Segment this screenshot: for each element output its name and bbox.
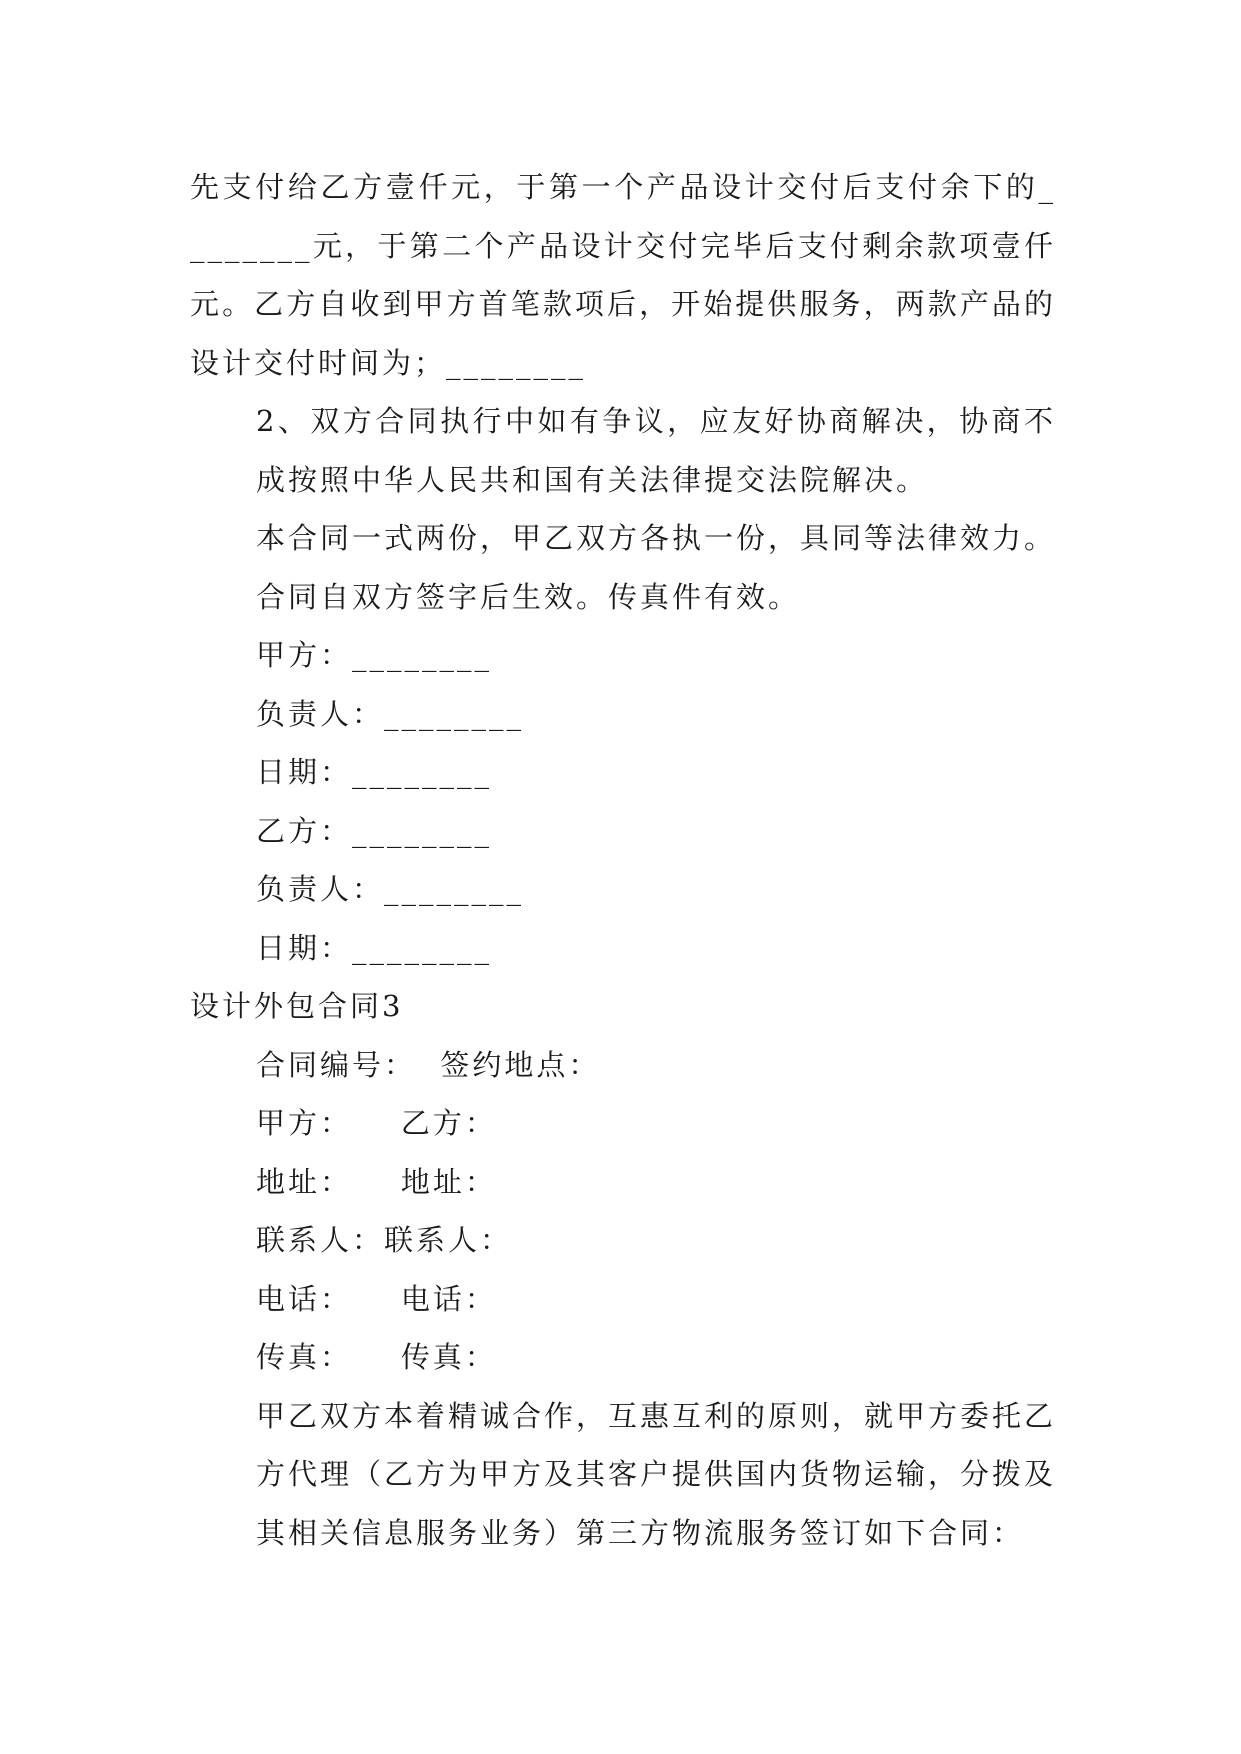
phone-line: 电话： 电话： (256, 1281, 497, 1316)
dispute-clause-paragraph: 2、双方合同执行中如有争议，应友好协商解决，协商不成按照中华人民共和国有关法律提交法院解决。 (256, 404, 1056, 497)
fax-line: 传真： 传真： (256, 1340, 497, 1374)
parties-line: 甲方： 乙方： (256, 1106, 497, 1140)
contract-3-title: 设计外包合同3 (190, 989, 404, 1023)
contact-person-line: 联系人：联系人： (256, 1223, 513, 1257)
address-line: 地址： 地址： (256, 1164, 497, 1199)
payment-terms-paragraph: 先支付给乙方壹仟元，于第一个产品设计交付后支付余下的________元，于第二个产品设计交付完毕后支付剩余款项壹仟元。乙方自收到甲方首笔款项后，开始提供服务，两款产品的设计交付时间为；________ (190, 170, 1056, 380)
copies-clause-paragraph: 本合同一式两份，甲乙双方各执一份，具同等法律效力。合同自双方签字后生效。传真件有效。 (256, 521, 1057, 614)
contract-number-location-line: 合同编号： 签约地点： (256, 1047, 601, 1082)
party-a-representative-line: 负责人：________ (256, 696, 525, 731)
document-body (190, 158, 1056, 1562)
party-b-representative-line: 负责人：________ (256, 872, 525, 906)
contract-3-preamble: 甲乙双方本着精诚合作，互惠互利的原则，就甲方委托乙方代理（乙方为甲方及其客户提供国内货物运输，分拨及其相关信息服务业务）第三方物流服务签订如下合同： (256, 1398, 1057, 1550)
party-b-signature-line: 乙方：________ (256, 813, 493, 848)
party-a-date-line: 日期：________ (256, 755, 493, 789)
party-b-date-line: 日期：________ (256, 930, 493, 965)
party-a-signature-line: 甲方：________ (256, 638, 493, 672)
